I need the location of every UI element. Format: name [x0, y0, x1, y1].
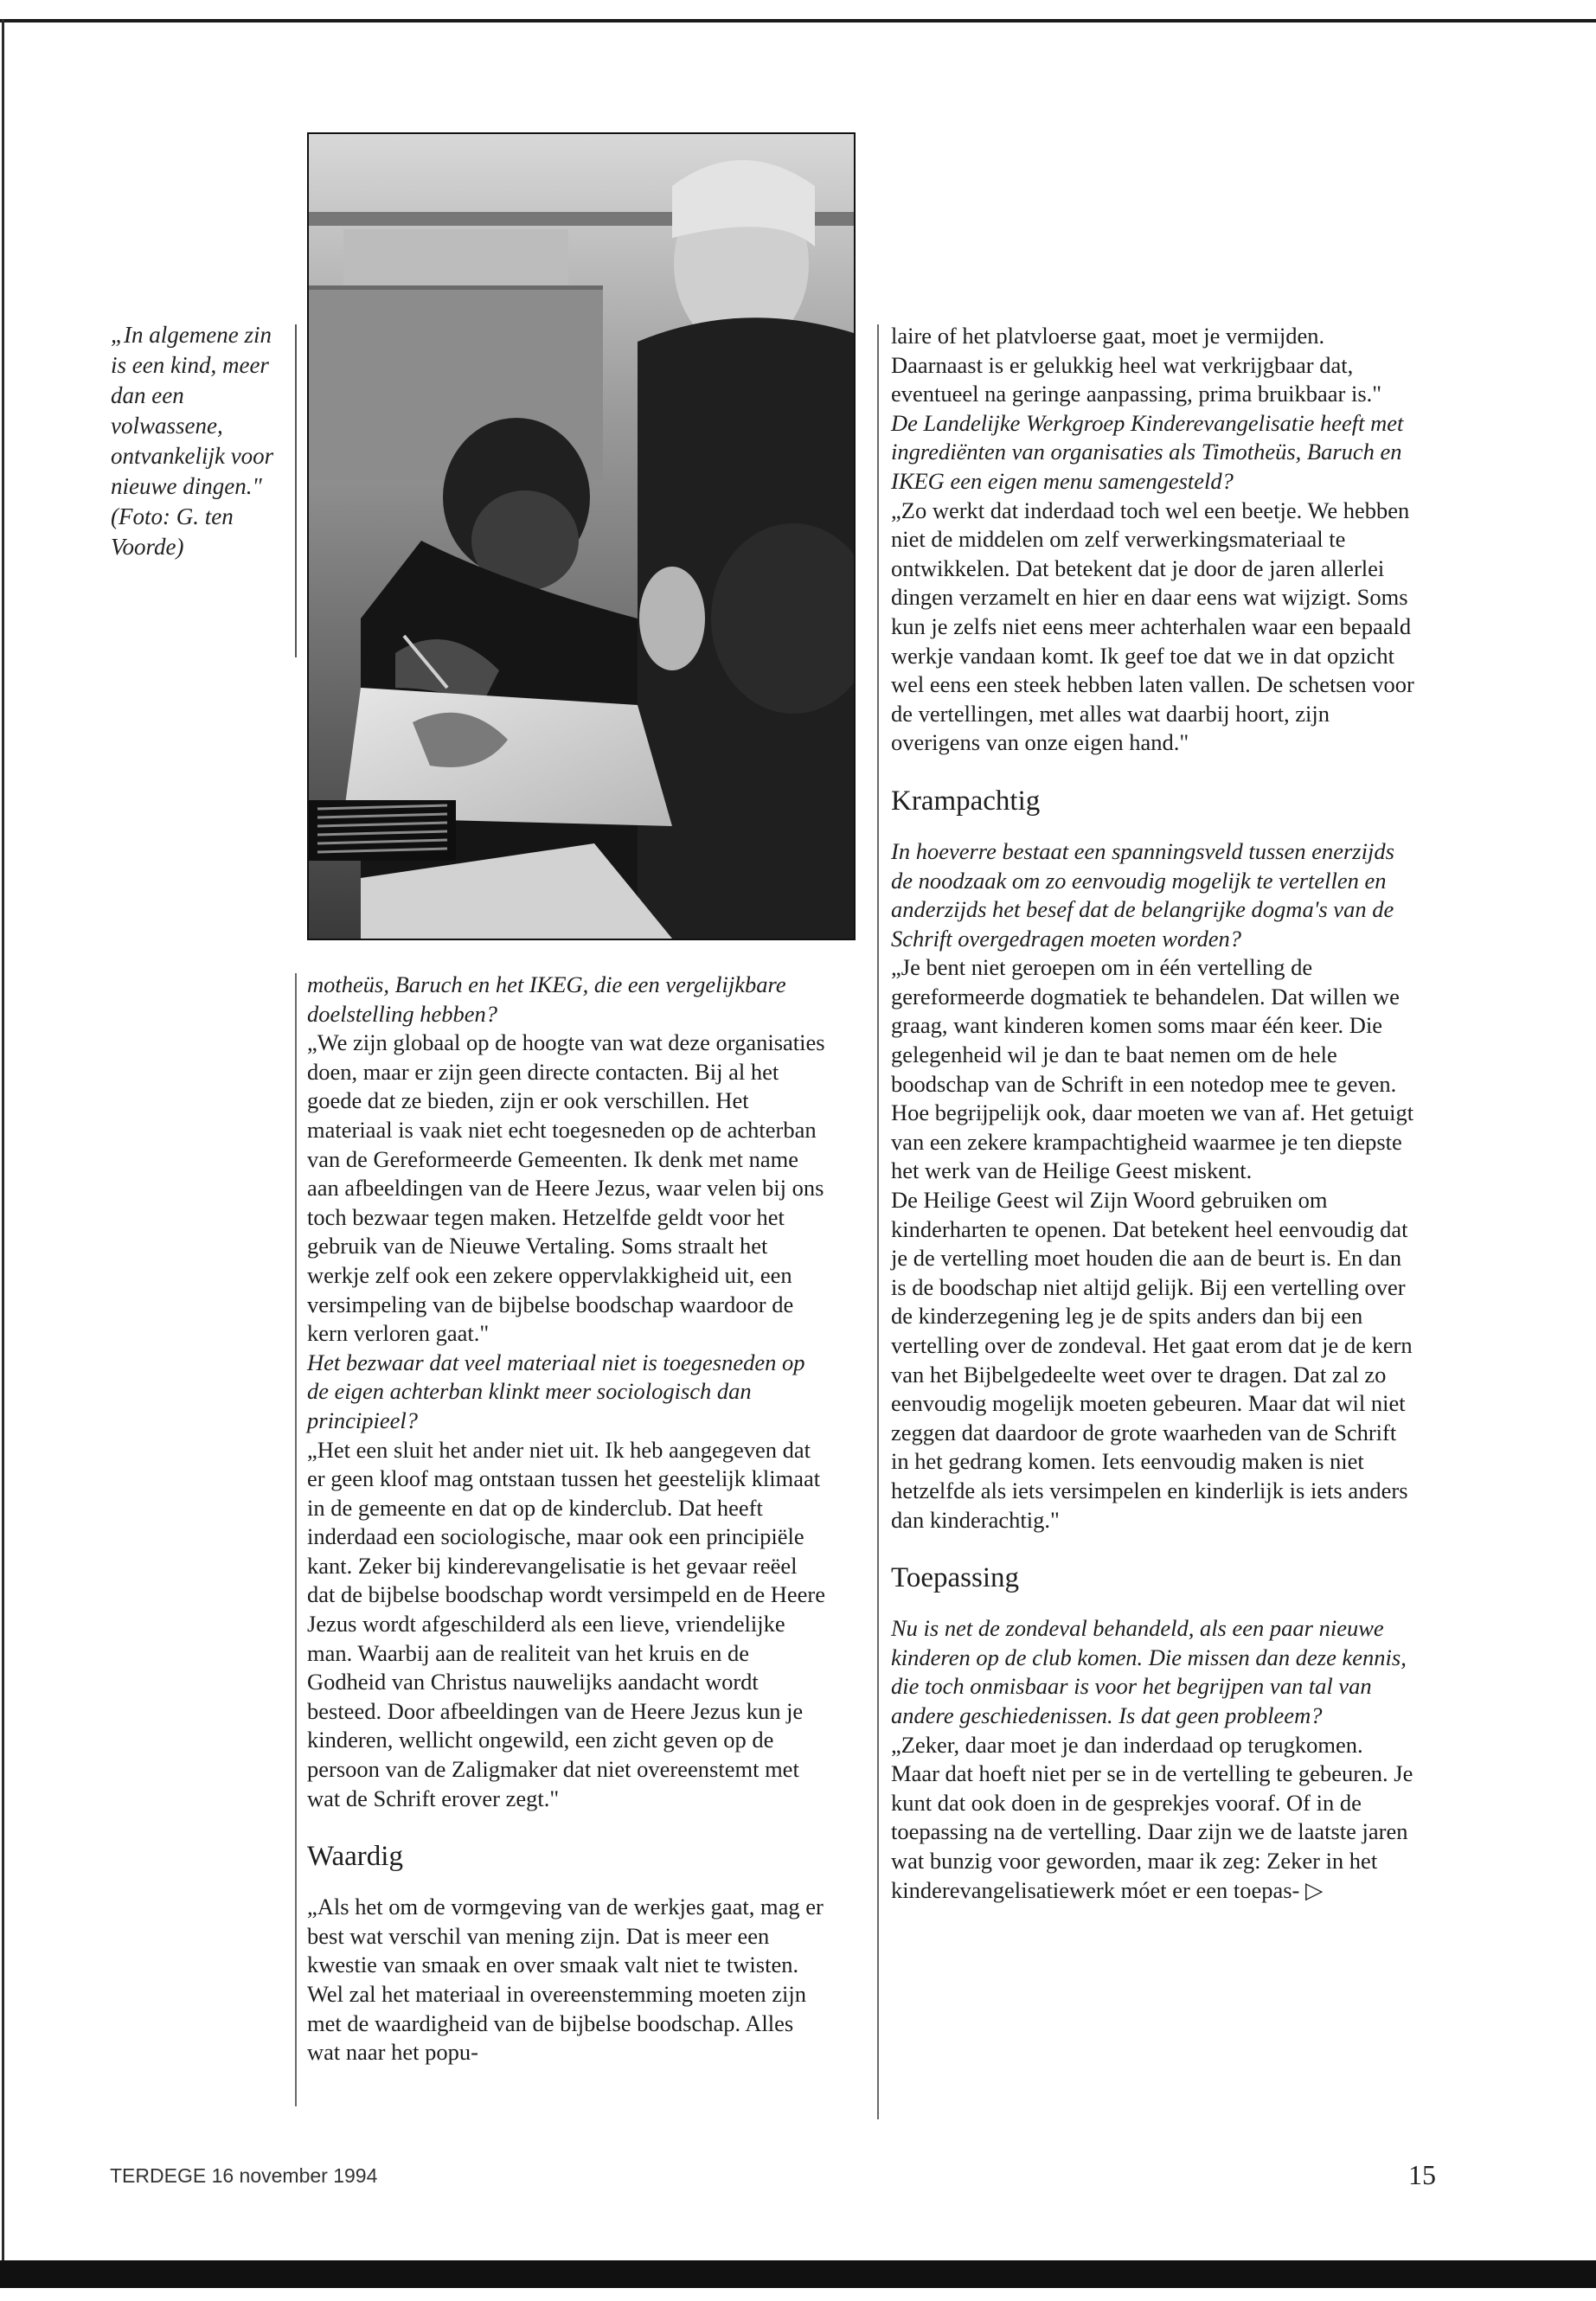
magazine-footer: TERDEGE 16 november 1994	[110, 2164, 378, 2187]
answer-paragraph: De Heilige Geest wil Zijn Woord gebruiken om kinderharten te openen. Dat betekent heel eenvoudig dat je de vertelling moet houden die aan de beurt is. En dan is de boodschap niet altijd gelijk. Bij een vertelling over de kinderzegening leg je de spits anders dan bij een vertelling over de zondeval. Het gaat erom dat je de kern van het Bijbelgedeelte weet over te dragen. Dat zal zo eenvoudig mogelijk moeten gebeuren. Maar dat wil niet zeggen dat daardoor de grote waarheden van de Schrift in het gedrang komen. Iets eenvoudig maken is niet hetzelfde als iets versimpelen en kinderlijk is iets anders dan kinderachtig."	[891, 1187, 1413, 1533]
caption-rule	[295, 324, 297, 657]
article-photo	[307, 132, 856, 940]
right-column	[891, 322, 1414, 1905]
question: Nu is net de zondeval behandeld, als een paar nieuwe kinderen op de club komen. Die missen dan deze kennis, die toch onmisbaar is voor het begrijpen van tal van andere geschiedenissen. Is dat geen probleem?	[891, 1615, 1407, 1728]
page-number: 15	[1408, 2159, 1436, 2190]
answer-paragraph: „Zo werkt dat inderdaad toch wel een beetje. We hebben niet de middelen om zelf verwerkingsmateriaal te ontwikkelen. Dat betekent dat je door de jaren allerlei dingen verzamelt en hier en daar eens wat wijzigt. Soms kun je zelfs niet eens meer achterhalen waar een bepaald werkje vandaan komt. Ik geef toe dat we in dat opzicht wel eens een steek hebben laten vallen. De schetsen voor de vertellingen, met alles wat daarbij hoort, zijn overigens van onze eigen hand."	[891, 497, 1414, 756]
left-edge-rule	[2, 19, 4, 2268]
answer-paragraph	[891, 1731, 1414, 1906]
answer-paragraph: „Je bent niet geroepen om in één vertelling de gereformeerde dogmatiek te behandelen. Dat willen we graag, want kinderen komen soms maar één keer. Die gelegenheid wil je dan te baat nemen om de hele boodschap van de Schrift in een notedop mee te geven. Hoe begrijpelijk ook, daar moeten we van af. Het getuigt van een zekere krampachtigheid waarmee je ten diepste het werk van de Heilige Geest miskent.	[891, 954, 1414, 1184]
question: In hoeverre bestaat een spanningsveld tussen enerzijds de noodzaak om zo eenvoudig mogelijk te vertellen en anderzijds het besef dat de belangrijke dogma's van de Schrift overgedragen moeten worden?	[891, 837, 1394, 952]
top-rule	[0, 19, 1596, 22]
answer-paragraph: „Als het om de vormgeving van de werkjes gaat, mag er best wat verschil van mening zijn. Dat is meer een kwestie van smaak en over smaak valt niet te twisten. Wel zal het materiaal in overeenstemming moeten zijn met de waardigheid van de bijbelse boodschap. Alles wat naar het popu-	[307, 1894, 824, 2066]
question: motheüs, Baruch en het IKEG, die een vergelijkbare doelstelling hebben?	[307, 971, 786, 1027]
answer-paragraph: laire of het platvloerse gaat, moet je vermijden. Daarnaast is er gelukkig heel wat verkrijgbaar dat, eventueel na geringe aanpassing, prima bruikbaar is."	[891, 323, 1382, 407]
answer-text: „Zeker, daar moet je dan inderdaad op terugkomen. Maar dat hoeft niet per se in de vertelling te gebeuren. Je kunt dat ook doen in de gesprekjes vooraf. Of in de toepassing na de vertelling. Daar zijn we de laatste jaren wat bunzig voor geworden, maar ik zeg: Zeker in het kinderevangelisatiewerk móet er een toepas-	[891, 1731, 1413, 1903]
section-heading-krampachtig: Krampachtig	[891, 785, 1041, 817]
continue-arrow-icon: ▷	[1305, 1876, 1324, 1903]
question: De Landelijke Werkgroep Kinderevangelisatie heeft met ingrediënten van organisaties als Timotheüs, Baruch en IKEG een eigen menu samengesteld?	[891, 409, 1404, 494]
photo-caption: „In algemene zin is een kind, meer dan een volwassene, ontvankelijk voor nieuwe dingen." (Foto: G. ten Voorde)	[111, 322, 274, 560]
right-column-rule	[877, 324, 879, 2119]
section-heading-waardig: Waardig	[307, 1841, 403, 1873]
question: Het bezwaar dat veel materiaal niet is toegesneden op de eigen achterban klinkt meer sociologisch dan principieel?	[307, 1349, 805, 1433]
middle-column-rule	[295, 973, 297, 2106]
section-heading-toepassing: Toepassing	[891, 1562, 1020, 1594]
answer-paragraph: „Het een sluit het ander niet uit. Ik heb aangegeven dat er geen kloof mag ontstaan tussen het geestelijk klimaat in de gemeente en dat op de kinderclub. Dat heeft inderdaad een sociologische, maar ook een principiële kant. Zeker bij kinderevangelisatie is het gevaar reëel dat de bijbelse boodschap wordt versimpeld en de Heere Jezus wordt afgeschilderd als een lieve, vriendelijke man. Waarbij aan de realiteit van het kruis en de Godheid van Christus nauwelijks aandacht wordt besteed. Door afbeeldingen van de Heere Jezus kun je kinderen, wellicht ongewild, een zicht geven op de persoon van de Zaligmaker dat niet overeenstemt met wat de Schrift erover zegt."	[307, 1436, 825, 1811]
answer-paragraph: „We zijn globaal op de hoogte van wat deze organisaties doen, maar er zijn geen directe contacten. Bij al het goede dat ze bieden, zijn er ook verschillen. Het materiaal is vaak niet echt toegesneden op de achterban van de Gereformeerde Gemeenten. Ik denk met name aan afbeeldingen van de Heere Jezus, waar velen bij ons toch bezwaar tegen maken. Hetzelfde geldt voor het gebruik van de Nieuwe Vertaling. Soms straalt het werkje zelf ook een zekere oppervlakkigheid uit, een versimpeling van de bijbelse boodschap waardoor de kern verloren gaat."	[307, 1029, 825, 1347]
bottom-bar	[0, 2260, 1596, 2288]
middle-column	[307, 971, 826, 2067]
photo-children-drawing-icon	[309, 134, 854, 939]
